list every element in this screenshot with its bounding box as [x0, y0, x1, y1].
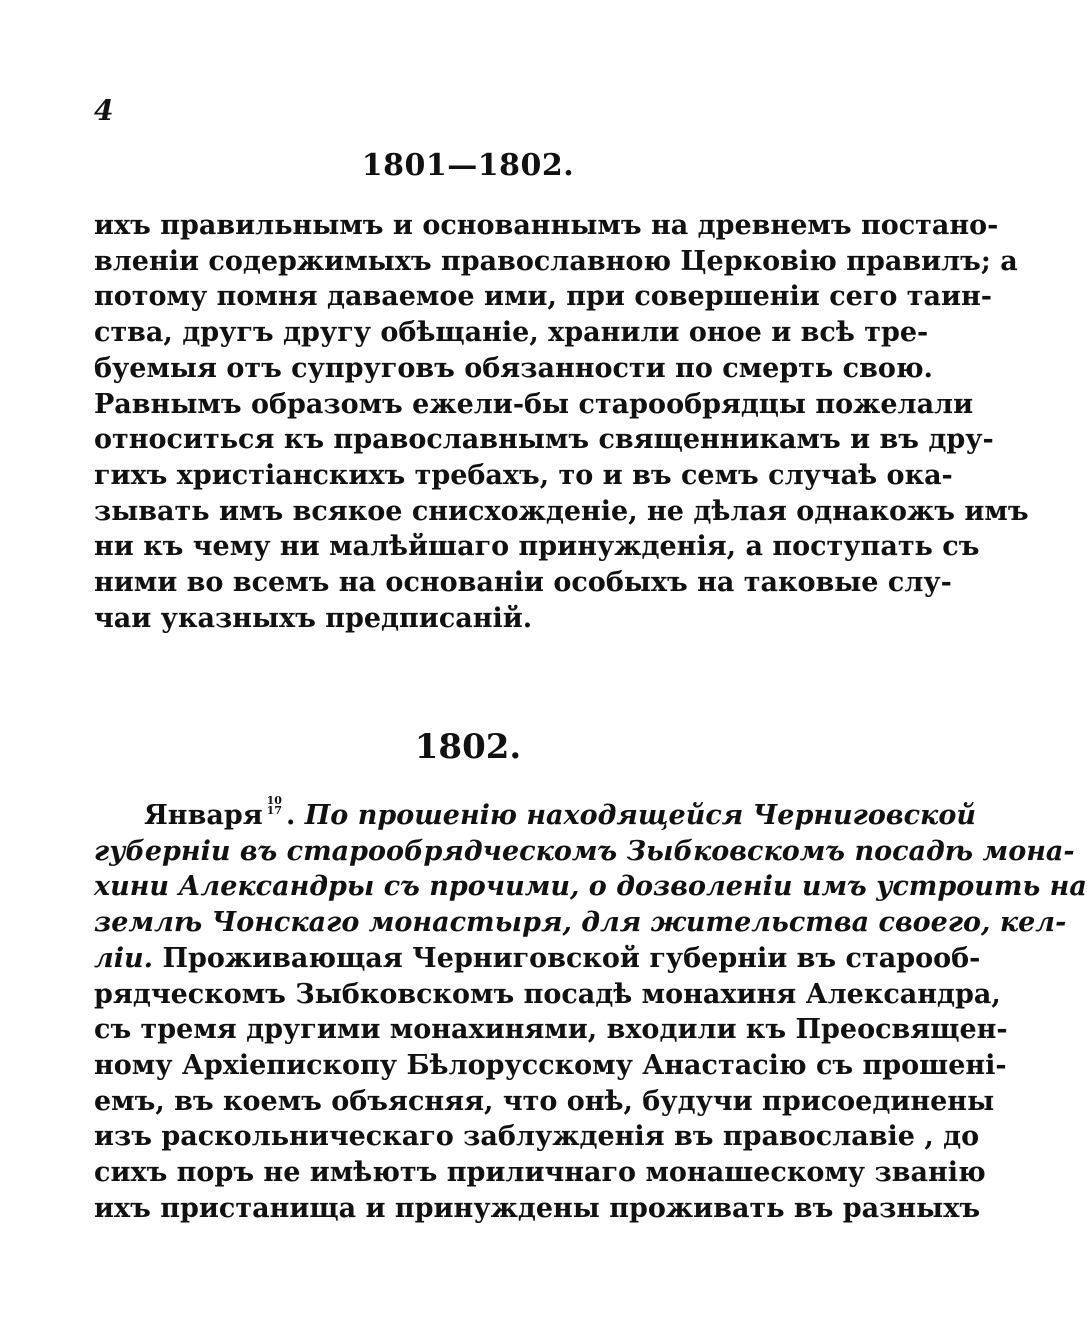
text-line: губерніи въ старообрядческомъ Зыбковскомъ посадѣ мона- — [94, 835, 1075, 867]
text-line: ихъ правильнымъ и основаннымъ на древнемъ постано- — [94, 210, 999, 241]
page-number: 4 — [94, 94, 114, 127]
text-line: гихъ христіанскихъ требахъ, то и въ семъ случаѣ ока- — [94, 459, 953, 491]
date-word: Января — [144, 800, 263, 831]
text-line: относиться къ православнымъ священникамъ и въ дру- — [94, 424, 994, 456]
text-line: съ тремя другими монахинями, входили къ Преосвящен- — [94, 1014, 1008, 1046]
text-line: сихъ поръ не имѣютъ приличнаго монашескому званію — [94, 1157, 986, 1189]
text-line: ства, другъ другу обѣщаніе, хранили оное и всѣ тре- — [94, 317, 929, 349]
text-line: ихъ пристанища и принуждены проживать въ разныхъ — [94, 1192, 981, 1224]
text-line — [94, 941, 981, 977]
text-line: рядческомъ Зыбковскомъ посадѣ монахиня Александра, — [94, 978, 1001, 1010]
summary-text-end: ліи. — [94, 942, 154, 974]
text-line: буемыя отъ супруговъ обязанности по смерть свою. — [94, 352, 933, 384]
date-fraction — [267, 796, 282, 816]
text-line: зывать имъ всякое снисхожденіе, не дѣлая однакожъ имъ — [94, 495, 1029, 527]
text-line: вленіи содержимыхъ православною Церковію правилъ; а — [94, 245, 1018, 277]
text-line: чаи указныхъ предписаній. — [94, 602, 533, 634]
text-line: Января 10 17 . По прошенію находящейся Черниговской — [144, 794, 976, 831]
paragraph-1 — [94, 208, 1029, 636]
date-fraction-top: 10 — [266, 794, 282, 807]
body-text: Проживающая Черниговской губерніи въ старооб- — [162, 942, 981, 974]
section-title: 1802. — [414, 727, 522, 767]
running-head: 1801—1802. — [361, 148, 575, 183]
paragraph-2 — [94, 794, 1087, 1226]
text-line: ни къ чему ни малѣйшаго принужденія, а поступать съ — [94, 531, 980, 563]
text-line: потому помня даваемое ими, при совершеніи сего таин- — [94, 281, 993, 313]
summary-text: По прошенію находящейся Черниговской — [304, 800, 976, 831]
text-line: емъ, въ коемъ объясняя, что онѣ, будучи присоединены — [94, 1085, 995, 1117]
text-line: землѣ Чонскаго монастыря, для жительства своего, кел- — [94, 907, 1067, 939]
text-line: хини Александры съ прочими, о дозволеніи имъ устроить на — [94, 871, 1087, 903]
date-fraction-bottom: 17 — [266, 804, 282, 817]
text-line: ному Архіепископу Бѣлорусскому Анастасію съ прошені- — [94, 1049, 1007, 1081]
text-line: изъ раскольническаго заблужденія въ православіе , до — [94, 1121, 980, 1153]
text-line: Равнымъ образомъ ежели-бы старообрядцы пожелали — [94, 388, 974, 420]
text-line: ними во всемъ на основаніи особыхъ на таковые слу- — [94, 567, 952, 599]
